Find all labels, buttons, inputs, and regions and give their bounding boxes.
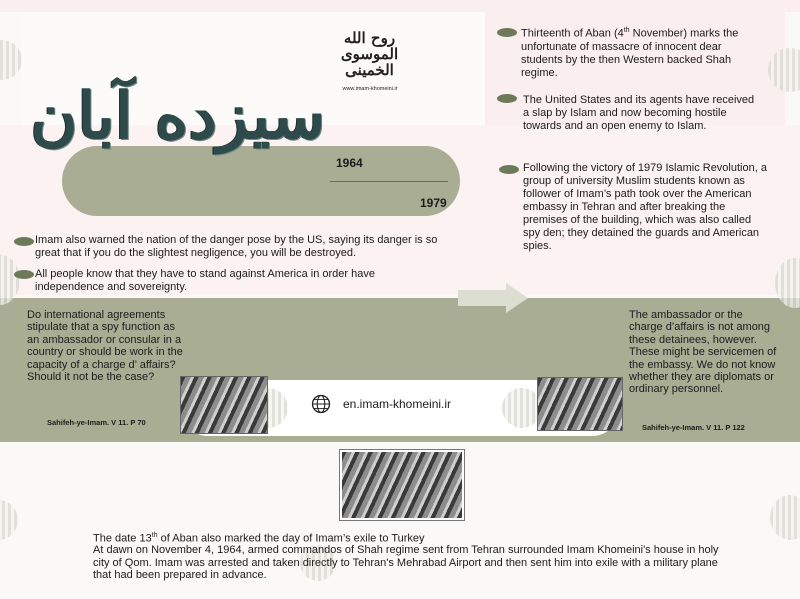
- left-bullet-2: All people know that they have to stand against America in order have independence and sovereignty.: [35, 268, 375, 293]
- top-strip: [0, 0, 800, 12]
- year-1964: 1964: [336, 156, 363, 170]
- bullet-dot: [14, 270, 34, 279]
- bullet-dot: [497, 28, 517, 37]
- deco-circle-right-bottom: [770, 495, 800, 540]
- right-bullet-1: Thirteenth of Aban (4th November) marks the unfortunate of massacre of innocent dear students by the then Western backed Shah regime.: [521, 27, 739, 79]
- right-bullet-3: Following the victory of 1979 Islamic Revolution, a group of university Muslim students known as follower of Imam’s path took over the American embassy in Tehran and after breaking the premises of the building, which was also called spy den; they detained the guards and American spies.: [523, 162, 767, 252]
- left-quote: Do international agreements stipulate that a spy function as an ambassador or consular in a country or should be work in the capacity of a charge d’ affairs? Should it not be the case?: [27, 309, 183, 384]
- bullet-dot: [497, 94, 517, 103]
- bottom-heading: The date 13th of Aban also marked the day of Imam’s exile to Turkey: [93, 532, 425, 545]
- bullet-dot: [14, 237, 34, 246]
- bullet-dot: [499, 165, 519, 174]
- bottom-paragraph: At dawn on November 4, 1964, armed commandos of Shah regime sent from Tehran surrounded Imam Khomeini's house in holy city of Qom. Imam was arrested and taken directly to Tehran's Mehrabad Airport and then sent him into exile with a military plane that had been prepared in advance.: [93, 544, 719, 582]
- arrow-shaft: [458, 290, 508, 306]
- logo-url: www.imam-khomeini.ir: [342, 86, 398, 92]
- photo-exile: [340, 450, 464, 520]
- deco-circle-left-top: [0, 40, 22, 80]
- photo-embassy-crowd: [180, 376, 268, 434]
- right-quote: The ambassador or the charge d’affairs is not among these detainees, however. These might be servicemen of the embassy. We do not know whether they are diplomats or ordinary personnel.: [629, 309, 777, 396]
- year-1979: 1979: [420, 196, 447, 210]
- right-quote-source: Sahifeh-ye-Imam. V 11. P 122: [642, 423, 745, 432]
- calligraphy-title: سیزده آبان: [30, 79, 326, 154]
- photo-detainees: [537, 377, 623, 431]
- arrow-right-icon: [506, 283, 528, 313]
- globe-icon: [311, 394, 331, 414]
- year-divider: [330, 181, 448, 182]
- signature-logo: روح الله الموسوی الخمینی: [340, 30, 399, 79]
- left-quote-source: Sahifeh-ye-Imam. V 11. P 70: [47, 418, 146, 427]
- deco-circle-pill-right: [502, 388, 542, 428]
- left-bullet-1: Imam also warned the nation of the danger pose by the US, saying its danger is so great that if you do the slightest negligence, you will be destroyed.: [35, 234, 438, 259]
- right-bullet-2: The United States and its agents have received a slap by Islam and now becoming hostile towards and an open enemy to Islam.: [523, 94, 755, 132]
- website-link[interactable]: en.imam-khomeini.ir: [343, 397, 452, 411]
- deco-circle-left-bottom: [0, 500, 18, 540]
